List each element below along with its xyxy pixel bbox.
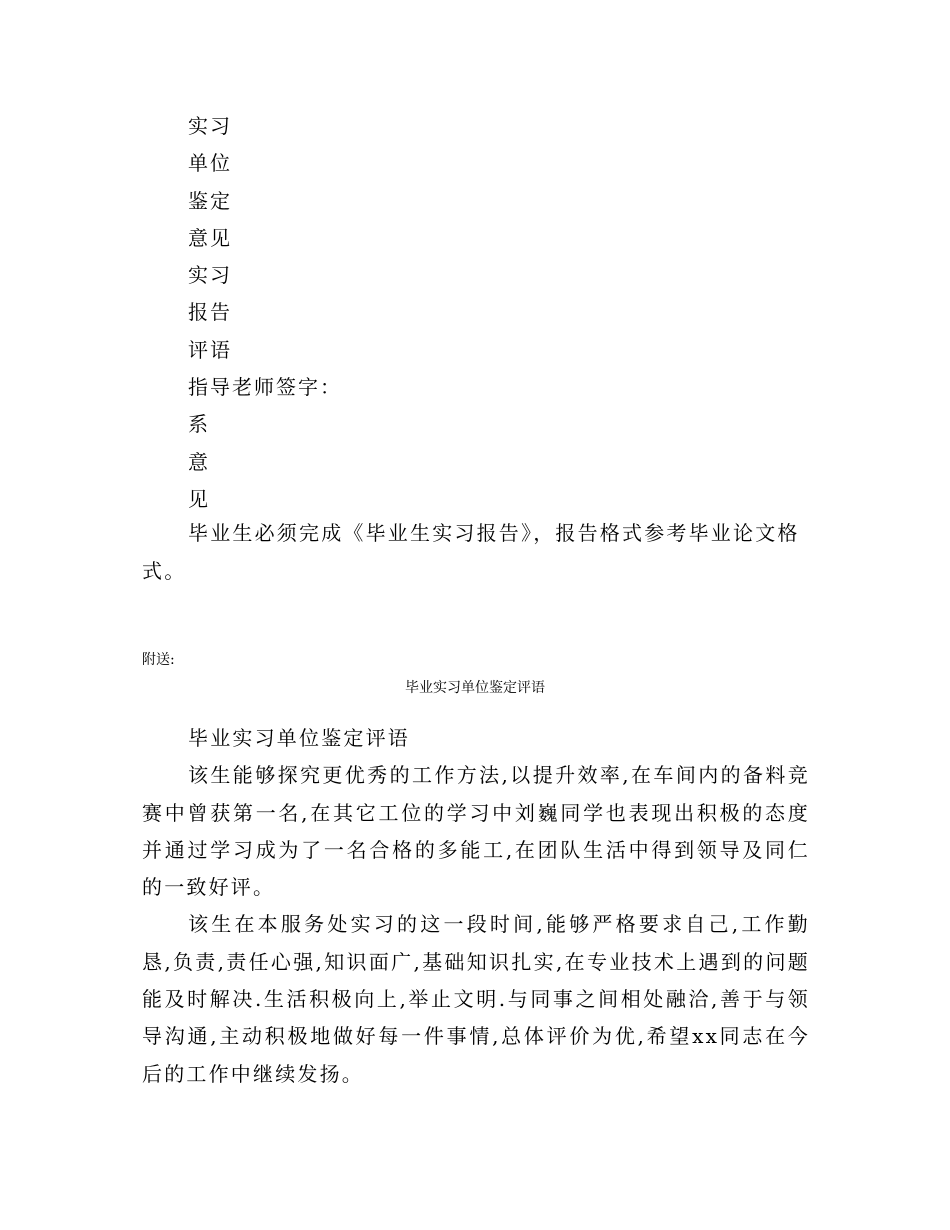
form-line-internship: 实习 — [188, 114, 232, 138]
appendix-label: 附送: — [142, 652, 175, 668]
form-line-advisor-signature: 指导老师签字： — [188, 375, 342, 400]
form-line-opinion: 意见 — [188, 225, 232, 250]
evaluation-form-fields — [188, 108, 828, 518]
form-line-report: 报告 — [188, 300, 232, 325]
report-format-note: 毕业生必须完成《毕业生实习报告》，报告格式参考毕业论文格式。 — [142, 521, 800, 583]
appraisal-paragraph-2: 该生在本服务处实习的这一段时间,能够严格要求自己,工作勤恳,负责,责任心强,知识面广,基础知识扎实,在专业技术上遇到的问题能及时解决.生活积极向上,举止文明.与同事之间相处融洽,善于与领导沟通,主动积极地做好每一件事情,总体评价为优,希望xx同志在今后的工作中继续发扬。 — [142, 912, 810, 1086]
appraisal-paragraph-1: 该生能够探究更优秀的工作方法,以提升效率,在车间内的备料竞赛中曾获第一名,在其它工位的学习中刘巍同学也表现出积极的态度并通过学习成为了一名合格的多能工,在团队生活中得到领导及同仁的一致好评。 — [142, 763, 810, 900]
form-line-department: 系 — [188, 412, 210, 437]
appendix-title: 毕业实习单位鉴定评语 — [405, 680, 545, 696]
form-line-internship-2: 实习 — [188, 263, 232, 288]
appraisal-body — [142, 720, 810, 1093]
form-line-comments: 评语 — [188, 337, 232, 362]
appraisal-heading: 毕业实习单位鉴定评语 — [188, 726, 410, 750]
form-line-dept-opinion-1: 意 — [188, 449, 210, 474]
form-line-unit: 单位 — [188, 151, 232, 176]
form-line-appraisal: 鉴定 — [188, 188, 232, 213]
form-line-dept-opinion-2: 见 — [188, 486, 210, 511]
